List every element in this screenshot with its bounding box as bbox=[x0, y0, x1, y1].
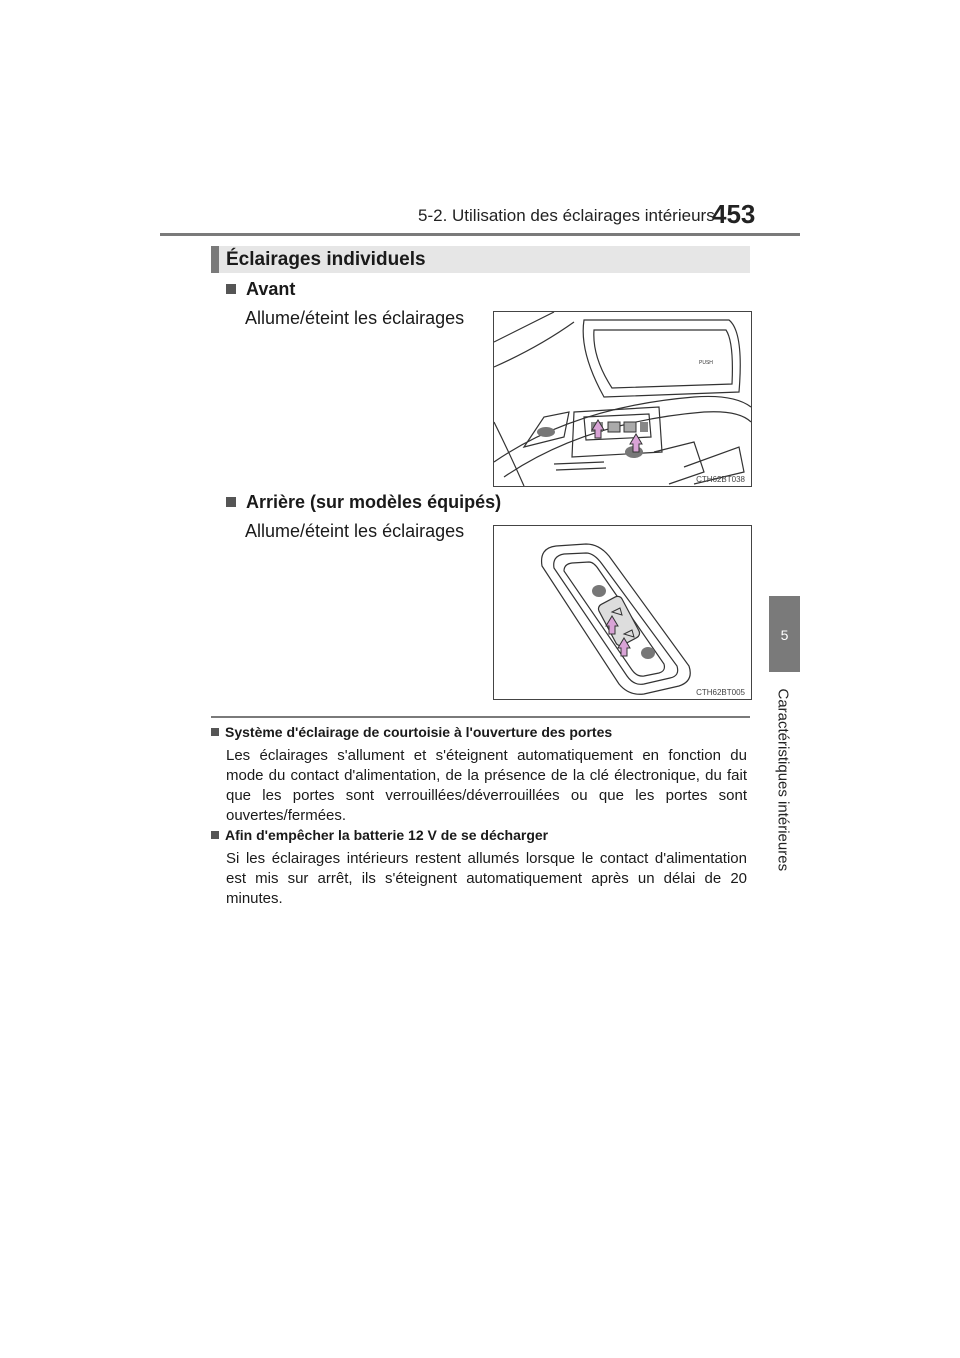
front-description: Allume/éteint les éclairages bbox=[245, 308, 465, 328]
subheading-rear-text: Arrière (sur modèles équipés) bbox=[246, 492, 502, 512]
subheading-front bbox=[226, 279, 295, 300]
header-title: 5-2. Utilisation des éclairages intérieurs bbox=[418, 206, 715, 225]
rear-description: Allume/éteint les éclairages bbox=[245, 521, 465, 541]
section-title: Éclairages individuels bbox=[226, 249, 426, 270]
note-heading-battery-text: Afin d'empêcher la batterie 12 V de se décharger bbox=[225, 827, 549, 843]
section-divider bbox=[211, 716, 750, 718]
note-text-courtesy: Les éclairages s'allument et s'éteignent automatiquement en fonction du mode du contact d'alimentation, de la présence de la clé électronique, du fait que les portes sont verrouillées/déverrouillées ou que les portes sont ouvertes/fermées. bbox=[226, 747, 747, 824]
square-bullet-icon bbox=[226, 284, 236, 294]
subheading-rear bbox=[226, 492, 501, 513]
push-label: PUSH bbox=[699, 360, 713, 366]
square-bullet-icon bbox=[211, 831, 219, 839]
chapter-label: Caractéristiques intérieures bbox=[774, 688, 792, 872]
note-heading-courtesy bbox=[211, 724, 750, 740]
note-text-battery: Si les éclairages intérieurs restent allumés lorsque le contact d'alimentation est mis sur arrêt, ils s'éteignent automatiquement après un délai de 20 minutes. bbox=[226, 850, 747, 907]
figure-code: CTH62BT005 bbox=[696, 688, 745, 697]
rear-light-illustration bbox=[494, 526, 751, 699]
rear-overhead-light-figure bbox=[493, 525, 752, 700]
page-number: 453 bbox=[712, 199, 756, 229]
note-heading-battery bbox=[211, 827, 750, 843]
header-rule bbox=[160, 233, 800, 236]
square-bullet-icon bbox=[226, 497, 236, 507]
front-console-illustration bbox=[494, 312, 751, 486]
subheading-front-text: Avant bbox=[246, 279, 296, 299]
figure-code: CTH62BT038 bbox=[696, 475, 745, 484]
square-bullet-icon bbox=[211, 728, 219, 736]
section-bar-accent bbox=[211, 246, 219, 273]
front-overhead-console-figure bbox=[493, 311, 752, 487]
note-heading-courtesy-text: Système d'éclairage de courtoisie à l'ouverture des portes bbox=[225, 724, 613, 740]
chapter-number: 5 bbox=[780, 627, 789, 643]
